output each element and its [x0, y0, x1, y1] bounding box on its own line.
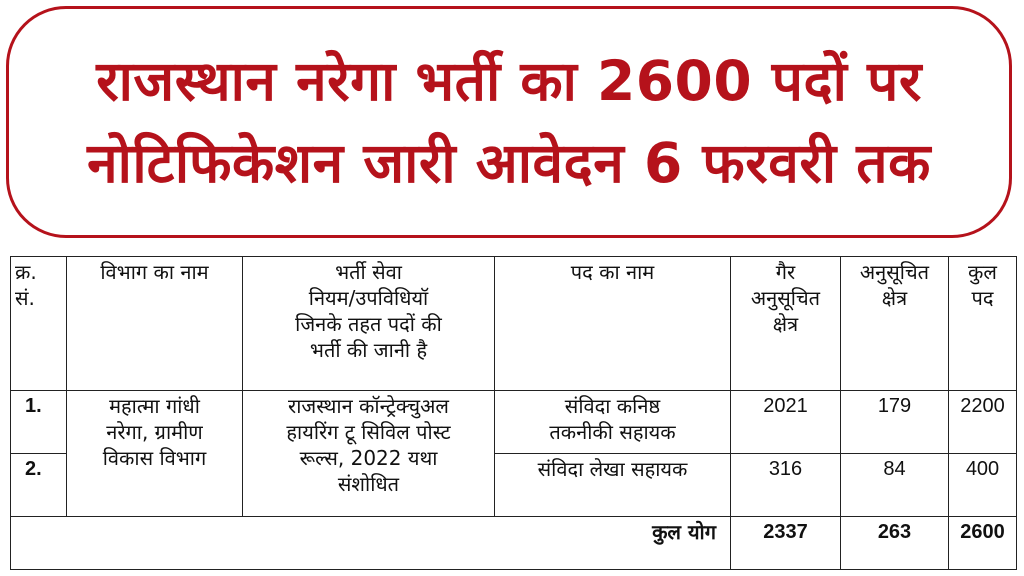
header-text: भर्ती सेवा	[335, 260, 402, 284]
scheduled-cell: 179	[841, 391, 949, 454]
header-text: नियम/उपविधियॉ	[308, 286, 429, 310]
post-name-cell	[495, 454, 731, 517]
headline-banner	[6, 6, 1012, 238]
rules-cell	[243, 391, 495, 517]
header-text: अनुसूचित	[859, 260, 930, 284]
non-scheduled-cell: 2021	[731, 391, 841, 454]
post-name-line: तकनीकी सहायक	[549, 420, 676, 445]
header-text: पद	[971, 286, 994, 310]
row-serial: 2.	[11, 454, 67, 517]
non-scheduled-cell: 316	[731, 454, 841, 517]
table-row	[11, 391, 1017, 454]
rules-line: राजस्थान कॉन्ट्रेक्चुअल	[288, 394, 449, 419]
total-cell: 400	[949, 454, 1017, 517]
department-line: महात्मा गांधी	[109, 394, 200, 419]
recruitment-table	[10, 256, 1016, 570]
post-name-cell	[495, 391, 731, 454]
grand-total-scheduled: 263	[841, 517, 949, 570]
table-header-row	[11, 257, 1017, 391]
header-department: विभाग का नाम	[67, 257, 243, 391]
header-text: क्षेत्र	[881, 286, 908, 310]
header-text: अनुसूचित	[750, 286, 821, 310]
rules-line: रूल्स, 2022 यथा	[299, 446, 438, 471]
header-total-posts	[949, 257, 1017, 391]
header-text: क्षेत्र	[772, 312, 799, 336]
grand-total-posts: 2600	[949, 517, 1017, 570]
header-non-scheduled	[731, 257, 841, 391]
department-line: नरेगा, ग्रामीण	[106, 420, 203, 445]
total-cell: 2200	[949, 391, 1017, 454]
header-text: गैर	[775, 260, 796, 284]
headline-line-2: नोटिफिकेशन जारी आवेदन 6 फरवरी तक	[87, 131, 931, 195]
scheduled-cell: 84	[841, 454, 949, 517]
header-text: भर्ती की जानी है	[309, 338, 428, 362]
department-line: विकास विभाग	[102, 446, 207, 471]
header-rules	[243, 257, 495, 391]
rules-line: हायरिंग टू सिविल पोस्ट	[286, 420, 451, 445]
grand-total-row	[11, 517, 1017, 570]
header-text: क्र.	[15, 260, 37, 284]
header-text: जिनके तहत पदों की	[295, 312, 442, 336]
headline-line-1: राजस्थान नरेगा भर्ती का 2600 पदों पर	[96, 49, 922, 113]
row-serial: 1.	[11, 391, 67, 454]
grand-total-non-scheduled: 2337	[731, 517, 841, 570]
header-serial-no	[11, 257, 67, 391]
grand-total-label: कुल योग	[11, 517, 731, 570]
header-post-name: पद का नाम	[495, 257, 731, 391]
header-text: सं.	[15, 286, 35, 310]
header-scheduled	[841, 257, 949, 391]
department-cell	[67, 391, 243, 517]
header-text: कुल	[968, 260, 997, 284]
post-name-line: संविदा लेखा सहायक	[537, 457, 688, 482]
rules-line: संशोधित	[337, 472, 400, 497]
post-name-line: संविदा कनिष्ठ	[564, 394, 661, 419]
